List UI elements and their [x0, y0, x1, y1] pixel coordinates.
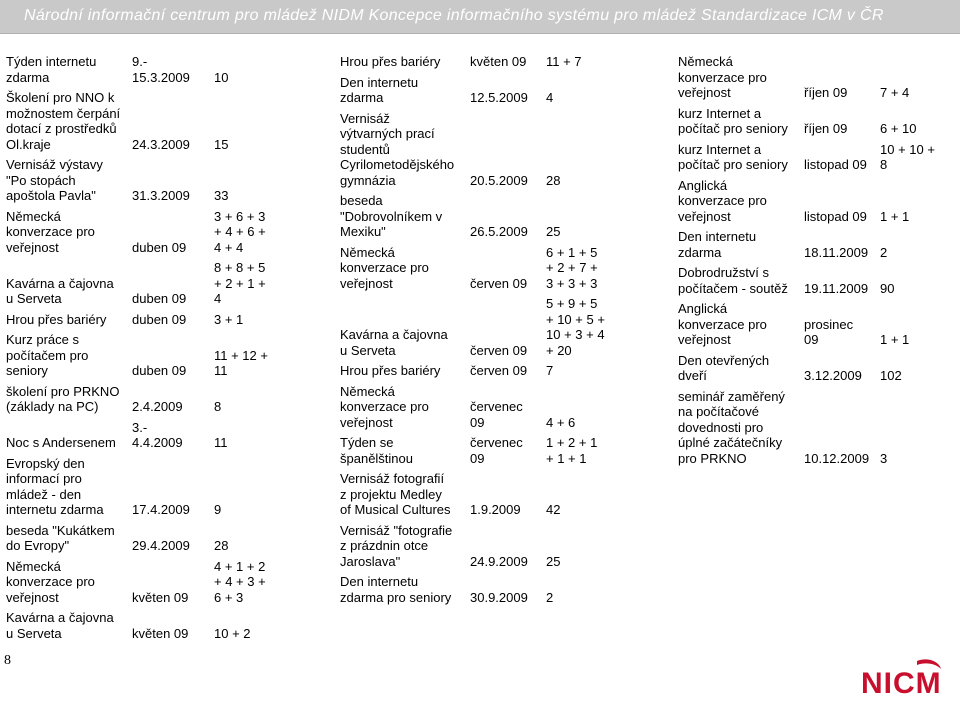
- event-row: [676, 265, 958, 296]
- event-date: 3.12.2009: [804, 368, 862, 383]
- event-name: Kurz práce s počítačem pro seniory: [6, 332, 89, 378]
- event-row: [676, 353, 958, 384]
- event-row: [4, 157, 292, 204]
- header-title: Národní informační centrum pro mládež NIDM Koncepce informačního systému pro mládež Standardizace ICM v ČR: [24, 7, 884, 24]
- event-count: 6 + 1 + 5 + 2 + 7 + 3 + 3 + 3: [546, 244, 598, 291]
- event-row: [4, 456, 292, 518]
- nicm-logo: [855, 655, 945, 710]
- event-name: Hrou přes bariéry: [340, 363, 441, 378]
- page-header: [0, 0, 960, 34]
- event-name: Anglická konverzace pro veřejnost: [678, 177, 767, 224]
- event-date: 9.- 15.3.2009: [132, 54, 190, 85]
- event-date: květen 09: [470, 54, 527, 69]
- event-count: 7 + 4: [880, 85, 910, 100]
- event-name: školení pro PRKNO (základy na PC): [6, 383, 120, 414]
- event-name: Německá konverzace pro veřejnost: [678, 54, 767, 100]
- event-count: 11 + 12 + 11: [214, 347, 268, 378]
- event-date: říjen 09: [804, 121, 848, 136]
- event-name: Vernisáž výstavy "Po stopách apoštola Pavla": [6, 157, 103, 203]
- row-spacer-cell: [676, 466, 958, 471]
- event-count: 28: [546, 172, 561, 188]
- event-row: [676, 229, 958, 260]
- event-count: 6 + 10: [880, 121, 917, 136]
- event-date: červen 09: [470, 363, 528, 378]
- event-name: kurz Internet a počítač pro seniory: [678, 105, 788, 136]
- event-row: [338, 296, 624, 358]
- events-table-2: [338, 54, 624, 610]
- event-name: Dobrodružství s počítačem - soutěž: [678, 265, 788, 296]
- event-name: Den otevřených dveří: [678, 352, 770, 383]
- event-row: [676, 301, 958, 348]
- event-row: [338, 384, 624, 431]
- event-name: Kavárna a čajovna u Serveta: [340, 327, 448, 358]
- event-date: 2.4.2009: [132, 399, 183, 414]
- event-date: duben 09: [132, 291, 187, 306]
- logo-text: NICM: [861, 667, 942, 700]
- event-name: Anglická konverzace pro veřejnost: [678, 301, 767, 347]
- event-date: říjen 09: [804, 85, 848, 100]
- event-name: Německá konverzace pro veřejnost: [340, 244, 429, 291]
- event-name: Německá konverzace pro veřejnost: [6, 558, 95, 605]
- event-row: [4, 209, 292, 256]
- event-count: 2: [546, 589, 554, 605]
- event-name: Den internetu zdarma: [340, 74, 419, 105]
- event-count: 7: [546, 363, 554, 378]
- event-name: Školení pro NNO k možnostem čerpání dotací z prostředků Ol.kraje: [6, 90, 121, 152]
- event-count: 15: [214, 136, 229, 152]
- event-row: [676, 106, 958, 137]
- event-count: 11 + 7: [546, 54, 582, 69]
- event-date: 1.9.2009: [470, 502, 521, 517]
- event-name: seminář zaměřený na počítačové dovednosti pro úplné začátečníky pro PRKNO: [678, 388, 785, 466]
- event-row: [676, 54, 958, 101]
- event-date: 18.11.2009: [804, 244, 869, 260]
- event-row: [338, 111, 624, 189]
- event-date: 10.12.2009: [804, 450, 870, 466]
- event-name: Kavárna a čajovna u Serveta: [6, 275, 114, 306]
- event-row: [4, 420, 292, 451]
- event-date: červenec 09: [470, 399, 523, 430]
- event-date: duben 09: [132, 311, 187, 327]
- event-row: [338, 54, 624, 70]
- event-name: kurz Internet a počítač pro seniory: [678, 141, 788, 172]
- page-number: 8: [4, 653, 11, 668]
- event-row: [4, 54, 292, 85]
- event-name: Německá konverzace pro veřejnost: [340, 383, 429, 430]
- event-date: 20.5.2009: [470, 172, 528, 188]
- row-spacer: [676, 466, 958, 471]
- event-count: 2: [880, 244, 888, 260]
- event-name: Hrou přes bariéry: [6, 311, 107, 327]
- event-row: [338, 574, 624, 605]
- event-name: Vernisáž fotografií z projektu Medley of Musical Cultures: [340, 471, 451, 517]
- event-count: 25: [546, 224, 561, 239]
- event-name: Den internetu zdarma: [678, 229, 757, 260]
- event-name: Hrou přes bariéry: [340, 54, 441, 69]
- events-table-1: [4, 54, 292, 646]
- event-row: [338, 245, 624, 292]
- row-spacer: [4, 641, 292, 646]
- event-count: 90: [880, 280, 895, 296]
- event-row: [338, 435, 624, 466]
- event-row: [4, 559, 292, 606]
- event-count: 8 + 8 + 5 + 2 + 1 + 4: [214, 260, 266, 306]
- event-row: [4, 610, 292, 641]
- event-row: [338, 193, 624, 240]
- event-date: 26.5.2009: [470, 224, 528, 239]
- event-name: Kavárna a čajovna u Serveta: [6, 610, 114, 641]
- event-count: 10 + 2: [214, 625, 251, 641]
- event-count: 4 + 1 + 2 + 4 + 3 + 6 + 3: [214, 558, 266, 605]
- event-name: Vernisáž "fotografie z prázdnin otce Jaroslava": [340, 522, 453, 569]
- event-date: 19.11.2009: [804, 280, 869, 296]
- event-row: [4, 312, 292, 328]
- event-count: 4: [546, 90, 554, 105]
- event-row: [4, 384, 292, 415]
- event-date: prosinec 09: [804, 316, 854, 347]
- event-count: 11: [214, 435, 228, 450]
- event-date: listopad 09: [804, 157, 867, 172]
- event-count: 3 + 1: [214, 311, 244, 327]
- event-row: [4, 523, 292, 554]
- events-column-3: [676, 54, 960, 471]
- event-row: [338, 523, 624, 570]
- event-name: Den internetu zdarma pro seniory: [340, 574, 452, 605]
- event-count: 1 + 1: [880, 208, 910, 224]
- event-date: 17.4.2009: [132, 502, 190, 517]
- event-date: 30.9.2009: [470, 589, 528, 605]
- event-date: duben 09: [132, 239, 187, 255]
- event-count: 4 + 6: [546, 414, 576, 430]
- event-name: Evropský den informací pro mládež - den internetu zdarma: [6, 455, 104, 517]
- event-date: duben 09: [132, 363, 187, 378]
- event-date: 3.- 4.4.2009: [132, 419, 183, 450]
- event-date: červen 09: [470, 342, 528, 358]
- event-name: Německá konverzace pro veřejnost: [6, 208, 95, 255]
- event-name: Vernisáž výtvarných prací studentů Cyrilometodějského gymnázia: [340, 110, 455, 188]
- events-column-1: [4, 54, 304, 646]
- event-count: 102: [880, 368, 902, 383]
- event-count: 3 + 6 + 3 + 4 + 6 + 4 + 4: [214, 208, 266, 255]
- event-count: 9: [214, 502, 222, 517]
- event-date: květen 09: [132, 625, 189, 641]
- events-table-3: [676, 54, 958, 471]
- event-count: 8: [214, 399, 222, 414]
- event-count: 10: [214, 69, 229, 85]
- event-count: 5 + 9 + 5 + 10 + 5 + 10 + 3 + 4 + 20: [546, 296, 605, 358]
- event-count: 1 + 2 + 1 + 1 + 1: [546, 435, 598, 466]
- row-spacer-cell: [4, 641, 292, 646]
- event-date: 31.3.2009: [132, 188, 190, 203]
- event-date: 12.5.2009: [470, 90, 528, 105]
- event-row: [676, 142, 958, 173]
- row-spacer: [338, 605, 624, 610]
- event-date: listopad 09: [804, 208, 867, 224]
- event-date: červenec 09: [470, 435, 523, 466]
- event-row: [4, 332, 292, 379]
- event-name: Týden se španělštinou: [340, 435, 413, 466]
- event-count: 28: [214, 538, 229, 553]
- event-count: 25: [546, 553, 561, 569]
- event-name: Noc s Andersenem: [6, 435, 116, 450]
- event-row: [338, 363, 624, 379]
- event-count: 10 + 10 + 8: [880, 141, 935, 172]
- event-row: [4, 260, 292, 307]
- event-date: červen 09: [470, 275, 528, 291]
- row-spacer-cell: [338, 605, 624, 610]
- event-row: [676, 389, 958, 467]
- event-row: [676, 178, 958, 225]
- event-row: [338, 75, 624, 106]
- event-date: 24.3.2009: [132, 136, 190, 152]
- event-row: [4, 90, 292, 152]
- event-count: 1 + 1: [880, 332, 910, 347]
- event-date: květen 09: [132, 589, 189, 605]
- event-date: 24.9.2009: [470, 553, 528, 569]
- event-name: beseda "Kukátkem do Evropy": [6, 522, 115, 553]
- event-name: Týden internetu zdarma: [6, 54, 97, 85]
- event-name: beseda "Dobrovolníkem v Mexiku": [340, 193, 443, 239]
- event-count: 42: [546, 502, 561, 517]
- event-row: [338, 471, 624, 518]
- events-column-2: [338, 54, 628, 610]
- event-count: 3: [880, 450, 888, 466]
- event-count: 33: [214, 188, 229, 203]
- event-date: 29.4.2009: [132, 538, 190, 553]
